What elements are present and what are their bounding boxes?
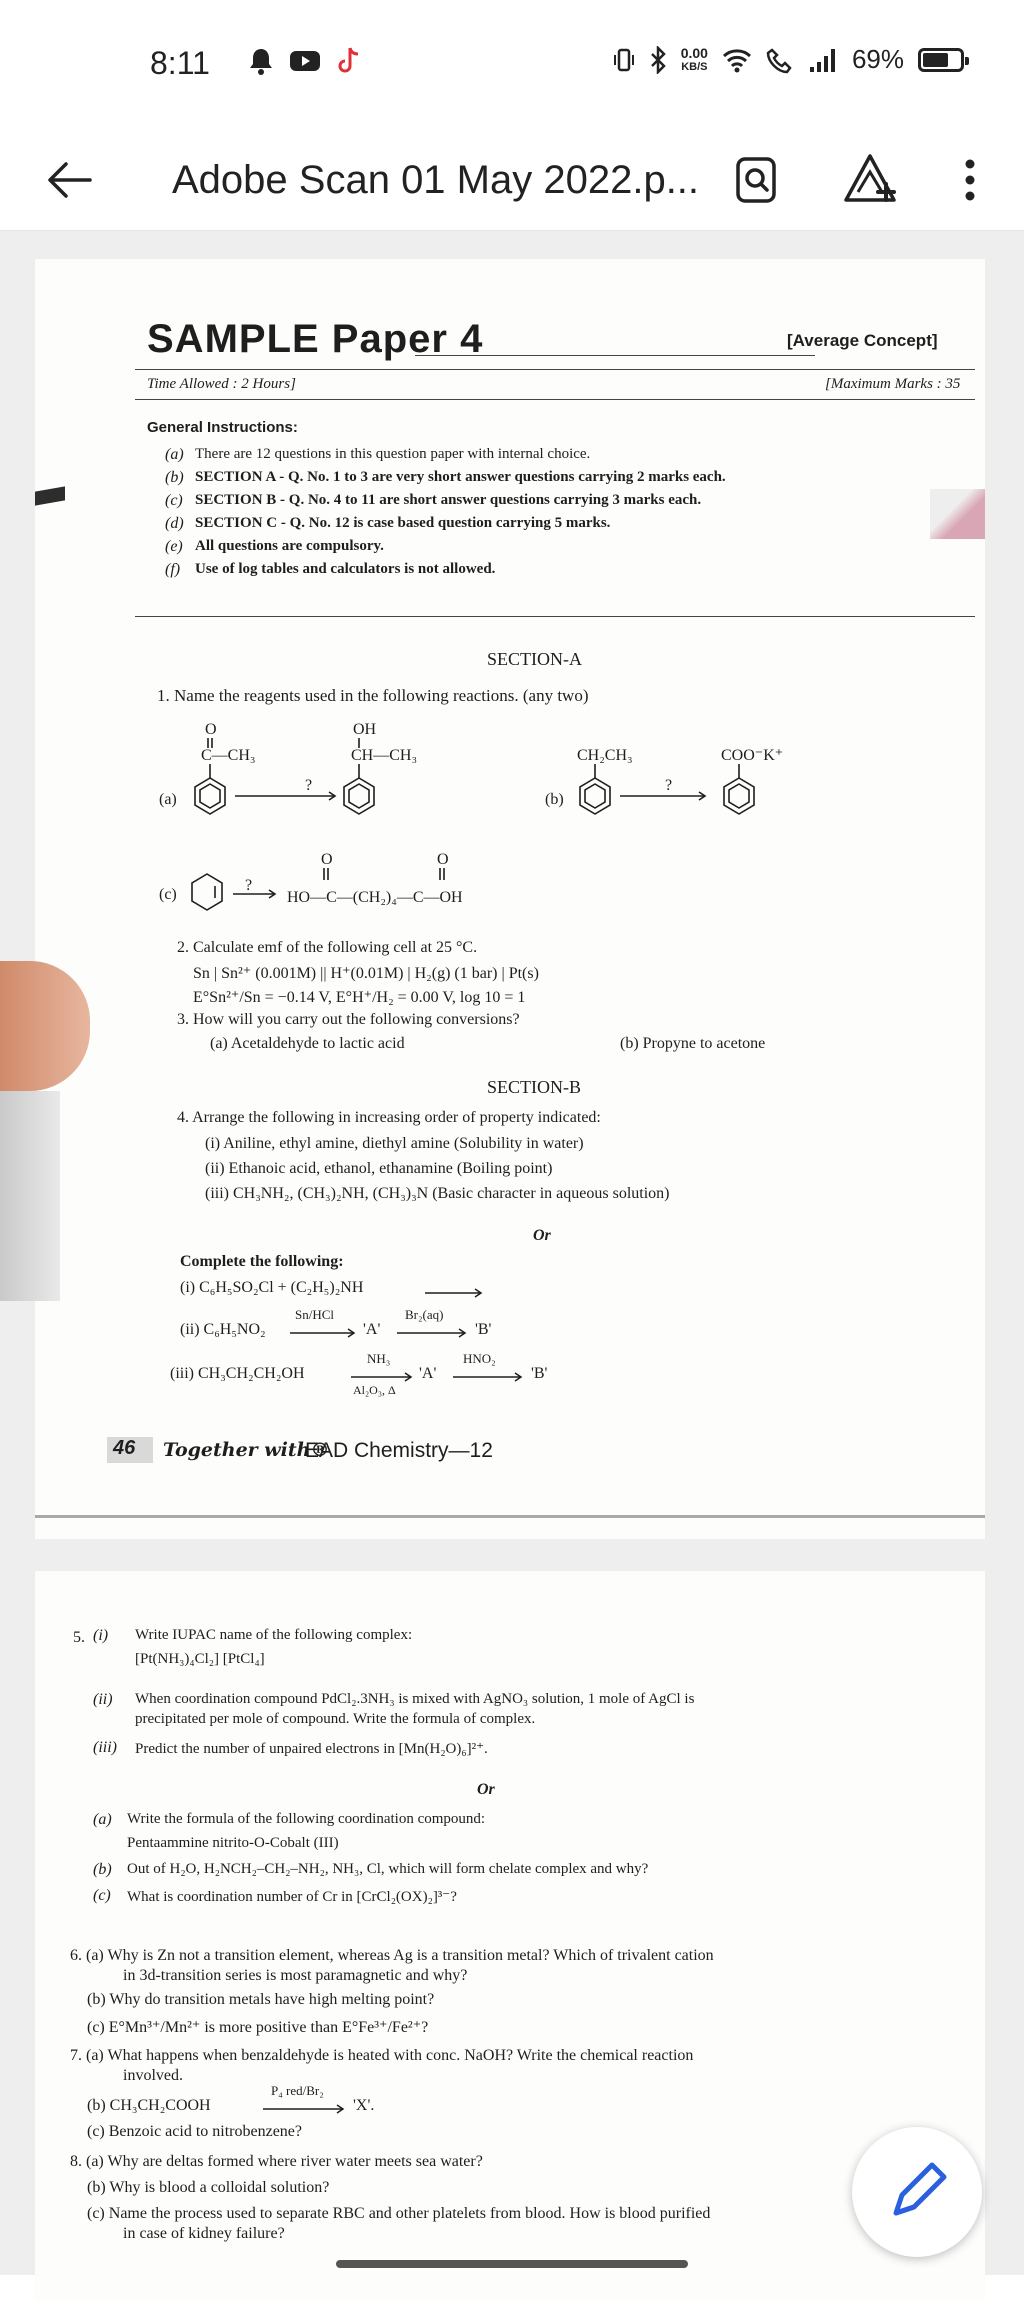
search-button[interactable] xyxy=(726,150,786,210)
arrow-icon xyxy=(453,1371,525,1383)
iii-product-b: 'B' xyxy=(531,1365,548,1382)
q7-part-b: (b) CH₃CH₂COOH xyxy=(87,2097,211,2114)
footer-brand: Together with® xyxy=(163,1439,330,1461)
status-time: 8:11 xyxy=(150,45,210,81)
q1-ethyl-group: CH₂CH₃ xyxy=(577,747,633,764)
instruction-marker: (f) xyxy=(165,561,181,578)
q1-label-b: (b) xyxy=(545,791,564,808)
iii-reagent-2: HNO₂ xyxy=(463,1351,496,1366)
q6-part-c: (c) E°Mn³⁺/Mn²⁺ is more positive than E°Fe³⁺/Fe²⁺? xyxy=(87,2019,429,2036)
q1-alcohol-group: CH—CH₃ xyxy=(351,747,418,764)
iii-reagent-1: NH₃ xyxy=(367,1351,391,1366)
instruction-marker: (e) xyxy=(165,538,183,555)
or-label-1: Or xyxy=(533,1227,551,1244)
q4-item: (i) Aniline, ethyl amine, diethyl amine (Solubility in water) xyxy=(205,1135,584,1152)
arrow-icon xyxy=(425,1287,485,1299)
back-button[interactable] xyxy=(40,150,100,210)
q1-adipic-acid: HO—C—(CH₂)₄—C—OH xyxy=(287,889,463,906)
footer-text: EAD Chemistry—12 xyxy=(305,1439,493,1462)
iii-reagent-1b: Al₂O₃, Δ xyxy=(353,1383,396,1397)
ii-product-a: 'A' xyxy=(363,1321,381,1338)
battery-percent: 69% xyxy=(851,44,904,74)
q5-or-item: Pentaammine nitrito-O-Cobalt (III) xyxy=(127,1835,339,1851)
q4-item: (iii) CH₃NH₂, (CH₃)₂NH, (CH₃)₃N (Basic character in aqueous solution) xyxy=(205,1185,670,1202)
q7-part-c: (c) Benzoic acid to nitrobenzene? xyxy=(87,2123,302,2140)
instruction-item: SECTION A - Q. No. 1 to 3 are very short answer questions carrying 2 marks each. xyxy=(195,469,726,485)
call-icon xyxy=(766,46,794,74)
q1-carboxylate-group: COO⁻K⁺ xyxy=(721,747,784,764)
time-allowed: Time Allowed : 2 Hours] xyxy=(147,376,296,392)
instruction-marker: (d) xyxy=(165,515,184,532)
q1-alcohol-oh: OH xyxy=(353,721,377,738)
app-bar xyxy=(0,130,1024,231)
tiktok-icon xyxy=(336,46,362,76)
battery-icon xyxy=(918,48,964,72)
q1-reaction-diagram xyxy=(145,714,865,924)
vibrate-icon xyxy=(613,47,635,73)
q1-label-a: (a) xyxy=(159,791,177,808)
q5-or-marker: (b) xyxy=(93,1861,112,1878)
question-6: 6. (a) Why is Zn not a transition element, whereas Ag is a transition metal? Which of trivalent cation xyxy=(70,1947,714,1964)
arrow-icon xyxy=(263,2103,347,2115)
edit-fab-button[interactable] xyxy=(852,2127,982,2257)
q3-part-b: (b) Propyne to acetone xyxy=(620,1035,766,1052)
q5-item: Predict the number of unpaired electrons in [Mn(H₂O)₆]²⁺. xyxy=(135,1741,488,1757)
document-page-2 xyxy=(35,1571,985,2301)
q5-marker: (iii) xyxy=(93,1739,117,1756)
section-a-heading: SECTION-A xyxy=(487,649,582,669)
instruction-item: All questions are compulsory. xyxy=(195,538,384,554)
instruction-marker: (c) xyxy=(165,492,183,509)
q1-adipic-o2: O xyxy=(437,851,449,868)
question-3: 3. How will you carry out the following conversions? xyxy=(177,1011,520,1028)
q5-marker: (i) xyxy=(93,1627,109,1644)
iii-product-a: 'A' xyxy=(419,1365,437,1382)
more-options-button[interactable] xyxy=(945,150,995,210)
q8-cont: in case of kidney failure? xyxy=(123,2225,285,2242)
question-7: 7. (a) What happens when benzaldehyde is heated with conc. NaOH? Write the chemical reaction xyxy=(70,2047,694,2064)
q1-arrow-a-q: ? xyxy=(305,777,313,794)
instruction-item: There are 12 questions in this question paper with internal choice. xyxy=(195,446,591,462)
question-4: 4. Arrange the following in increasing order of property indicated: xyxy=(177,1109,601,1126)
instruction-item: SECTION B - Q. No. 4 to 11 are short answer questions carrying 3 marks each. xyxy=(195,492,702,508)
document-title: Adobe Scan 01 May 2022.p... xyxy=(172,158,700,202)
more-vertical-icon xyxy=(945,150,995,210)
document-viewer[interactable] xyxy=(0,231,1024,2275)
acrobat-add-icon xyxy=(838,148,902,212)
instruction-marker: (b) xyxy=(165,469,184,486)
q5-item: When coordination compound PdCl₂.3NH₃ is mixed with AgNO₃ solution, 1 mole of AgCl is xyxy=(135,1691,695,1707)
q5-or-item: What is coordination number of Cr in [CrCl₂(OX)₂]³⁻? xyxy=(127,1889,457,1905)
q2-cell: Sn | Sn²⁺ (0.001M) || H⁺(0.01M) | H₂(g) (1 bar) | Pt(s) xyxy=(193,965,539,982)
q5-or-item: Write the formula of the following coordination compound: xyxy=(127,1811,486,1827)
paper-title: SAMPLE Paper 4 xyxy=(147,317,484,361)
youtube-icon xyxy=(290,49,320,73)
ii-product-b: 'B' xyxy=(475,1321,492,1338)
wifi-icon xyxy=(722,47,752,73)
q4-item: (ii) Ethanoic acid, ethanol, ethanamine (Boiling point) xyxy=(205,1160,553,1177)
signal-icon xyxy=(808,47,838,73)
instruction-item: SECTION C - Q. No. 12 is case based question carrying 5 marks. xyxy=(195,515,611,531)
concept-label: [Average Concept] xyxy=(787,331,938,350)
question-1: 1. Name the reagents used in the following reactions. (any two) xyxy=(157,686,589,705)
q7-cont: involved. xyxy=(123,2067,183,2084)
search-document-icon xyxy=(726,150,786,210)
q5-item: [Pt(NH₃)₄Cl₂] [PtCl₄] xyxy=(135,1651,265,1667)
q5-or-marker: (a) xyxy=(93,1811,112,1828)
q1-adipic-o1: O xyxy=(321,851,333,868)
q1-arrow-b-q: ? xyxy=(665,777,673,794)
question-8: 8. (a) Why are deltas formed where river water meets sea water? xyxy=(70,2153,483,2170)
bell-icon xyxy=(248,47,274,75)
q7-reagent: P₄ red/Br₂ xyxy=(271,2083,324,2098)
arrow-icon xyxy=(290,1327,358,1339)
complete-item-i: (i) C₆H₅SO₂Cl + (C₂H₅)₂NH xyxy=(180,1279,364,1296)
ii-reagent-2: Br₂(aq) xyxy=(405,1307,444,1322)
q1-label-c: (c) xyxy=(159,886,177,903)
page-number: 46 xyxy=(113,1437,136,1459)
q8-part-b: (b) Why is blood a colloidal solution? xyxy=(87,2179,330,2196)
arrow-icon xyxy=(351,1371,415,1383)
q5-item: precipitated per mole of compound. Write the formula of complex. xyxy=(135,1711,536,1727)
complete-item-iii: (iii) CH₃CH₂CH₂OH xyxy=(170,1365,305,1382)
or-label-2: Or xyxy=(477,1781,495,1798)
instruction-marker: (a) xyxy=(165,446,184,463)
section-b-heading: SECTION-B xyxy=(487,1077,581,1097)
arrow-icon xyxy=(397,1327,469,1339)
q6-cont: in 3d-transition series is most paramagnetic and why? xyxy=(123,1967,468,1984)
q1-ketone-group: C—CH₃ xyxy=(201,747,256,764)
hand-shadow xyxy=(0,1091,60,1301)
question-5: 5. xyxy=(73,1629,85,1646)
q2-data: E°Sn²⁺/Sn = −0.14 V, E°H⁺/H₂ = 0.00 V, log 10 = 1 xyxy=(193,989,526,1006)
document-page-1 xyxy=(35,259,985,1539)
q5-item: Write IUPAC name of the following complex: xyxy=(135,1627,413,1643)
page-corner-fold xyxy=(930,489,985,539)
complete-heading: Complete the following: xyxy=(180,1253,344,1270)
ii-reagent-1: Sn/HCl xyxy=(295,1307,335,1322)
home-indicator[interactable] xyxy=(336,2260,688,2268)
max-marks: [Maximum Marks : 35 xyxy=(825,376,961,392)
add-to-acrobat-button[interactable] xyxy=(838,148,902,212)
pencil-icon xyxy=(852,2127,982,2257)
bluetooth-icon xyxy=(649,46,667,74)
q5-or-marker: (c) xyxy=(93,1887,111,1904)
status-bar xyxy=(0,0,1024,130)
q3-part-a: (a) Acetaldehyde to lactic acid xyxy=(210,1035,405,1052)
q6-part-b: (b) Why do transition metals have high melting point? xyxy=(87,1991,435,2008)
arrow-left-icon xyxy=(40,150,100,210)
net-speed: 0.00 KB/S xyxy=(680,44,708,73)
q1-arrow-c-q: ? xyxy=(245,877,253,894)
general-instructions-heading: General Instructions: xyxy=(147,419,298,436)
q1-ketone-o: O xyxy=(205,721,217,738)
complete-item-ii: (ii) C₆H₅NO₂ xyxy=(180,1321,266,1338)
question-2: 2. Calculate emf of the following cell at 25 °C. xyxy=(177,939,478,956)
q5-marker: (ii) xyxy=(93,1691,113,1708)
q5-or-item: Out of H₂O, H₂NCH₂–CH₂–NH₂, NH₃, Cl, which will form chelate complex and why? xyxy=(127,1861,649,1877)
q8-part-c: (c) Name the process used to separate RBC and other platelets from blood. How is blood purified xyxy=(87,2205,711,2222)
q7-product: 'X'. xyxy=(353,2097,375,2114)
instruction-item: Use of log tables and calculators is not allowed. xyxy=(195,561,496,577)
